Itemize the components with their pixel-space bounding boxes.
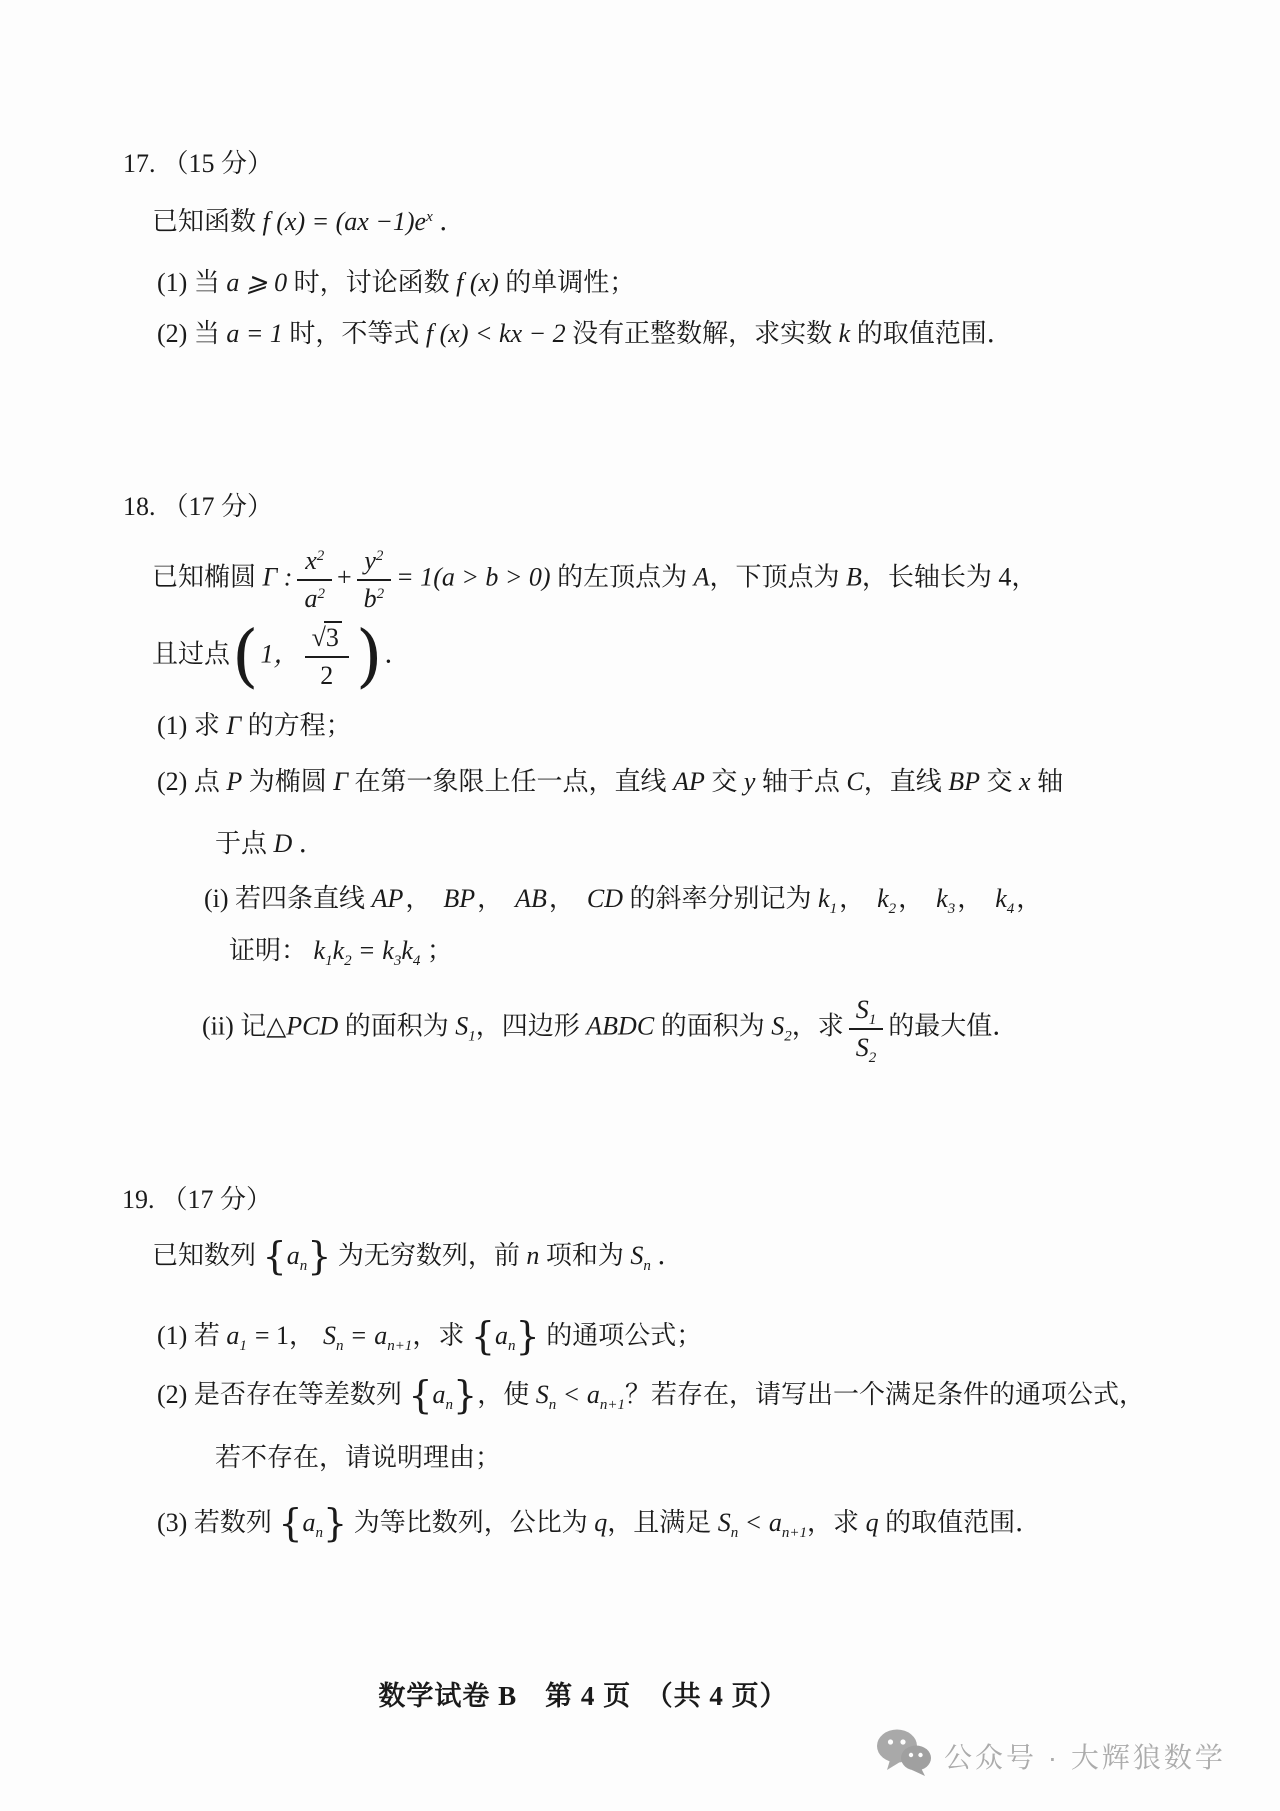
sub-n: n — [643, 1258, 651, 1274]
part-label: (1) — [157, 711, 194, 740]
text-run: 是否存在等差数列 — [193, 1380, 409, 1409]
sub-n: n — [730, 1525, 739, 1541]
var-gamma: Γ : — [262, 562, 293, 592]
line-AB: AB — [515, 884, 547, 913]
sub-n: n — [508, 1338, 516, 1354]
big-right-paren: ) — [355, 616, 383, 696]
text-run: 的方程； — [241, 711, 352, 740]
text-run: 当 — [193, 268, 227, 297]
sub-n: n — [548, 1397, 557, 1413]
sequence-a-n — [408, 1373, 478, 1417]
S-n — [323, 1321, 344, 1354]
problem-19-header — [122, 1182, 272, 1218]
math-a-eq-1: a = 1 — [226, 319, 283, 348]
a-n-plus-1 — [586, 1380, 626, 1413]
problem-18-header — [123, 489, 273, 525]
point-A: A — [693, 562, 710, 592]
var-a: a — [586, 1380, 600, 1409]
sub-n-plus-1: n+1 — [781, 1525, 808, 1541]
var-a: a — [768, 1508, 782, 1537]
text-run: ； — [420, 936, 453, 965]
text-run: ． — [650, 1241, 684, 1270]
S-n — [535, 1380, 557, 1413]
problem-18-intro — [152, 545, 1037, 614]
problem-18-part-1 — [157, 708, 352, 744]
problem-19-points: （17 分） — [161, 1185, 273, 1214]
sequence-a-n — [470, 1314, 540, 1358]
equals-operator: = — [359, 936, 375, 965]
sequence-a-n — [278, 1501, 348, 1545]
watermark — [876, 1728, 1226, 1783]
math-fx-definition — [263, 207, 433, 236]
condition-a-gt-b-gt-0: (a > b > 0) — [433, 562, 551, 592]
fraction-sqrt3-over-2 — [305, 622, 349, 691]
sub-2: 2 — [344, 953, 352, 969]
sub-2: 2 — [888, 901, 897, 917]
equals-one: = 1 — [396, 562, 434, 592]
comma: ， — [548, 884, 575, 913]
math-a-ge-0: a ⩾ 0 — [226, 268, 288, 297]
sub-4: 4 — [412, 953, 421, 969]
triangle-PCD: PCD — [286, 1011, 339, 1041]
text-run: 的通项公式； — [539, 1321, 703, 1350]
text-run: 交 — [704, 767, 744, 796]
var-a: a — [495, 1321, 509, 1350]
sub-2: 2 — [868, 1050, 877, 1067]
text-run: 当 — [193, 319, 227, 348]
part-label: (3) — [157, 1508, 194, 1537]
var-a: a — [374, 1321, 388, 1350]
problem-18-part-2-cont — [215, 826, 325, 862]
text-run: 已知函数 — [152, 207, 263, 236]
text-run: 若数列 — [193, 1508, 279, 1537]
problem-17-part-2 — [157, 316, 1013, 352]
S-n — [630, 1241, 651, 1274]
text-run: ． — [432, 207, 466, 236]
sub-1: 1 — [239, 1338, 247, 1354]
right-brace: } — [307, 1234, 332, 1278]
part-label: (1) — [157, 1321, 194, 1350]
problem-19-part-3 — [157, 1501, 1042, 1545]
problem-19-part-2 — [157, 1373, 1146, 1417]
numerator — [305, 622, 349, 658]
var-a: a — [286, 1241, 300, 1270]
numerator — [357, 545, 392, 581]
text-run: 项和为 — [539, 1241, 631, 1270]
var-a: a — [302, 1508, 316, 1537]
text-run: 为椭圆 — [242, 767, 334, 796]
text-run: 轴 — [1030, 767, 1064, 796]
big-left-paren: ( — [232, 616, 259, 696]
right-brace: } — [515, 1314, 540, 1358]
comma: ， — [1016, 884, 1043, 913]
text-run: ？若存在，请写出一个满足条件的通项公式， — [625, 1380, 1146, 1409]
text-run: ，使 — [477, 1380, 536, 1409]
text-run: 为等比数列，公比为 — [347, 1508, 595, 1537]
superscript-2: 2 — [316, 548, 325, 564]
text-run: 的最大值． — [888, 1011, 1019, 1041]
problem-19-number: 19. — [122, 1185, 155, 1214]
comma: ， — [405, 884, 432, 913]
text-run: 若 — [193, 1321, 227, 1350]
math-fx: f (x) — [456, 268, 499, 297]
left-brace: { — [408, 1373, 433, 1417]
problem-18-points: （17 分） — [162, 492, 274, 521]
fraction-S1-over-S2 — [849, 994, 884, 1067]
a-n-plus-1 — [768, 1508, 808, 1541]
line-AP: AP — [673, 767, 705, 796]
text-run: ，求 — [807, 1508, 866, 1537]
var-a: a — [226, 1321, 240, 1350]
text-run: ，且满足 — [607, 1508, 718, 1537]
equals-one: = 1， — [254, 1321, 316, 1350]
var-k: k — [332, 936, 345, 965]
text-run: ． — [384, 639, 411, 669]
text-run: 的面积为 — [654, 1011, 772, 1041]
sub-1: 1 — [468, 1028, 476, 1045]
text-run: ． — [292, 829, 325, 858]
part-label: (i) — [204, 884, 236, 913]
plus-operator: + — [336, 562, 352, 592]
problem-18-proof-line — [229, 933, 453, 969]
var-k: k — [877, 884, 889, 913]
var-n: n — [526, 1241, 540, 1270]
sub-4: 4 — [1006, 901, 1015, 917]
problem-18-part-2 — [157, 764, 1063, 800]
var-k: k — [995, 884, 1007, 913]
var-a: a — [432, 1380, 446, 1409]
text-run: 的面积为 — [338, 1011, 456, 1041]
var-gamma: Γ — [333, 767, 349, 796]
superscript-2: 2 — [376, 586, 385, 603]
sub-n: n — [445, 1397, 454, 1413]
comma: ， — [957, 884, 984, 913]
var-k: k — [313, 936, 326, 965]
text-run: 的斜率分别记为 — [623, 884, 819, 913]
point-P: P — [226, 767, 243, 796]
line-BP: BP — [948, 767, 981, 796]
text-run: 点 — [193, 767, 227, 796]
denominator-2: 2 — [320, 661, 334, 691]
var-k: k — [382, 936, 394, 965]
part-label: (1) — [157, 268, 194, 297]
text-run: 交 — [980, 767, 1020, 796]
sub-n: n — [336, 1338, 344, 1354]
text-run: ，直线 — [863, 767, 949, 796]
numerator — [849, 994, 884, 1030]
text-run: 时，讨论函数 — [287, 268, 457, 297]
point-C: C — [846, 767, 864, 796]
sub-n-plus-1: n+1 — [599, 1397, 626, 1413]
denominator — [357, 581, 392, 614]
text-run: 若四条直线 — [235, 884, 372, 913]
var-x: x — [305, 546, 317, 575]
text-run: ，四边形 — [475, 1011, 587, 1041]
var-x: x — [1019, 767, 1031, 796]
text-run: 于点 — [215, 829, 274, 858]
var-b: b — [363, 584, 377, 614]
math-text: f (x) = (ax −1)e — [262, 207, 427, 236]
text-run: 为无穷数列，前 — [331, 1241, 527, 1270]
comma: ， — [477, 884, 504, 913]
var-gamma: Γ — [226, 711, 242, 740]
text-run: 求 — [193, 711, 227, 740]
var-y: y — [743, 767, 756, 796]
var-k: k — [401, 936, 413, 965]
part-label: (2) — [157, 767, 194, 796]
point-B: B — [846, 562, 862, 592]
fraction-x2-over-a2 — [297, 545, 332, 614]
sub-2: 2 — [784, 1028, 792, 1045]
text-run: 证明： — [229, 936, 314, 965]
sub-n: n — [299, 1258, 308, 1274]
denominator — [297, 581, 332, 614]
var-S: S — [455, 1011, 469, 1041]
text-run: 的取值范围． — [878, 1508, 1042, 1537]
text-run: ，下顶点为 — [709, 562, 847, 592]
text-run: 记△ — [240, 1011, 287, 1041]
problem-17-part-1 — [157, 265, 635, 301]
sub-3: 3 — [947, 901, 956, 917]
problem-18-number: 18. — [123, 492, 156, 521]
var-S: S — [630, 1241, 644, 1270]
comma: ， — [898, 884, 925, 913]
left-brace: { — [278, 1501, 303, 1545]
text-run: ，求 — [412, 1321, 471, 1350]
sqrt-3 — [312, 623, 342, 652]
problem-19-part-1 — [157, 1314, 703, 1358]
sub-n: n — [315, 1525, 324, 1541]
S-n — [717, 1508, 739, 1541]
var-q: q — [865, 1508, 879, 1537]
text-run: 已知数列 — [152, 1241, 263, 1270]
right-brace: } — [453, 1373, 478, 1417]
text-run: 的取值范围． — [850, 319, 1013, 348]
sub-1: 1 — [829, 901, 838, 917]
less-than-operator: < — [564, 1380, 579, 1409]
var-a: a — [304, 584, 318, 614]
sub-3: 3 — [393, 953, 402, 969]
var-q: q — [594, 1508, 608, 1537]
math-inequality: f (x) < kx − 2 — [425, 319, 566, 348]
less-than-operator: < — [746, 1508, 761, 1537]
sub-n-plus-1: n+1 — [387, 1338, 413, 1354]
left-brace: { — [262, 1234, 287, 1278]
denominator — [849, 1030, 884, 1067]
fraction-y2-over-b2 — [357, 545, 392, 614]
var-k: k — [818, 884, 830, 913]
problem-17-intro — [152, 204, 465, 240]
part-label: (2) — [157, 1380, 194, 1409]
page-footer: 数学试卷 B 第 4 页 （共 4 页） — [378, 1681, 788, 1711]
wechat-icon — [876, 1728, 932, 1783]
superscript-2: 2 — [317, 586, 325, 603]
text-run: 的左顶点为 — [550, 562, 694, 592]
text-run: 且过点 — [152, 639, 231, 669]
var-S: S — [717, 1508, 731, 1537]
part-label: (2) — [157, 319, 194, 348]
text-run: 轴于点 — [755, 767, 847, 796]
part-label: (ii) — [202, 1011, 241, 1041]
text-run: ，长轴长为 4， — [861, 562, 1038, 592]
point-D: D — [273, 829, 293, 858]
superscript-2: 2 — [375, 548, 384, 564]
problem-17-points: （15 分） — [162, 149, 274, 178]
text-run: 的单调性； — [498, 268, 636, 297]
sub-1: 1 — [325, 953, 333, 969]
text-run: 时，不等式 — [282, 319, 426, 348]
numerator — [297, 545, 332, 581]
a-n-plus-1 — [374, 1321, 413, 1354]
radical-sign: √ — [311, 623, 326, 652]
sub-1: 1 — [868, 1012, 877, 1028]
problem-18-point-line — [152, 616, 411, 696]
var-S: S — [771, 1011, 785, 1041]
sequence-a-n — [262, 1234, 332, 1278]
var-S: S — [323, 1321, 337, 1350]
var-S: S — [535, 1380, 549, 1409]
text-run: 在第一象限上任一点，直线 — [348, 767, 674, 796]
problem-19-part-2-cont — [215, 1440, 501, 1476]
problem-17-number: 17. — [123, 149, 156, 178]
var-S: S — [855, 1033, 869, 1063]
text-run: ，求 — [791, 1011, 844, 1041]
equals-operator: = — [351, 1321, 367, 1350]
text-run: 已知椭圆 — [152, 562, 263, 592]
text-run: 没有正整数解，求实数 — [565, 319, 839, 348]
var-k: k — [838, 319, 851, 348]
left-brace: { — [470, 1314, 496, 1358]
var-S: S — [855, 995, 869, 1024]
superscript-x: x — [426, 209, 433, 225]
problem-17-header — [123, 146, 273, 182]
radicand-3: 3 — [324, 621, 342, 652]
right-brace: } — [323, 1501, 348, 1545]
var-k: k — [936, 884, 948, 913]
coordinate-1: 1， — [260, 639, 300, 669]
problem-18-part-2ii — [202, 994, 1019, 1067]
text-run: 若不存在，请说明理由； — [215, 1443, 502, 1472]
line-CD: CD — [586, 884, 624, 913]
line-AP: AP — [371, 884, 404, 913]
problem-19-intro — [152, 1234, 684, 1278]
watermark-text: 公众号 · 大辉狼数学 — [944, 1741, 1226, 1773]
problem-18-part-2i — [204, 881, 1054, 917]
line-BP: BP — [443, 884, 476, 913]
quad-ABDC: ABDC — [586, 1011, 655, 1041]
comma: ， — [839, 884, 866, 913]
var-y: y — [364, 546, 376, 575]
